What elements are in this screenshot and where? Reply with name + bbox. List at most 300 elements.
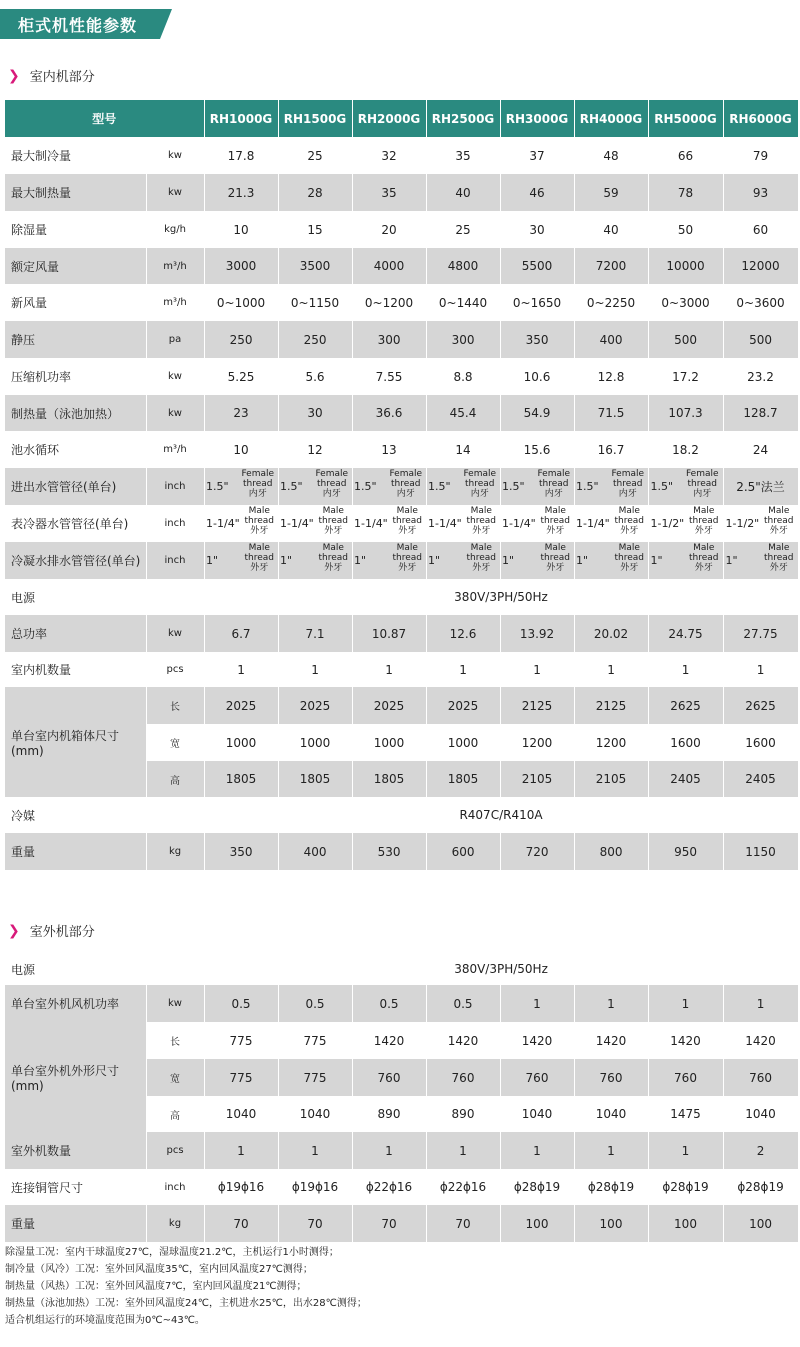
pipe-cell — [352, 542, 426, 579]
model-name: RH3000G — [500, 100, 574, 137]
row-unit: kg — [146, 833, 204, 870]
value-cell: 13 — [352, 431, 426, 468]
model-name: RH1500G — [278, 100, 352, 137]
pipe-spec — [206, 542, 276, 576]
row-label: 电源 — [5, 953, 146, 985]
value-cell: 30 — [278, 395, 352, 431]
pipe-spec — [651, 468, 721, 502]
outdoor-weight-row — [5, 1205, 798, 1242]
value-cell: 2025 — [278, 687, 352, 724]
value-cell: 760 — [426, 1059, 500, 1096]
row-unit — [146, 579, 204, 615]
value-cell: 1000 — [204, 724, 278, 761]
value-cell: ϕ22ϕ16 — [426, 1169, 500, 1205]
row-unit: m³/h — [146, 248, 204, 284]
value-cell: 14 — [426, 431, 500, 468]
value-cell: 2125 — [500, 687, 574, 724]
pipe-cell — [352, 505, 426, 542]
dims-label-unit: (mm) — [11, 1078, 44, 1093]
copper-pipe-row — [5, 1169, 798, 1205]
value-cell: 2025 — [352, 687, 426, 724]
value-cell: 760 — [723, 1059, 798, 1096]
pipe-cell — [723, 542, 798, 579]
thread-line: Male — [768, 506, 790, 516]
thread-line: 外牙 — [694, 563, 713, 573]
pipe-size: 1" — [650, 554, 663, 567]
row-label: 新风量 — [5, 284, 146, 321]
thread-line: 外牙 — [324, 563, 343, 573]
dim-name: 宽 — [146, 724, 204, 761]
value-cell: 35 — [426, 137, 500, 174]
value-cell: 23.2 — [723, 358, 798, 395]
value-cell: 25 — [278, 137, 352, 174]
thread-line: 内牙 — [618, 489, 637, 499]
spec-row — [5, 431, 798, 468]
value-cell: 0.5 — [352, 985, 426, 1022]
pipe-spec — [726, 505, 796, 539]
pipe-size: 1-1/2" — [725, 517, 760, 530]
value-cell: 0~1650 — [500, 284, 574, 321]
value-cell: 1040 — [204, 1096, 278, 1132]
pipe-cell — [278, 468, 352, 505]
row-label: 进出水管管径(单台) — [5, 468, 146, 505]
thread-line: Male — [396, 543, 418, 553]
thread-type — [686, 469, 719, 499]
thread-type — [615, 506, 645, 536]
value-cell: 1805 — [426, 761, 500, 797]
chevron-right-icon: ❯ — [8, 922, 20, 939]
row-unit: inch — [146, 505, 204, 542]
value-cell: 35 — [352, 174, 426, 211]
thread-line: 外牙 — [769, 563, 788, 573]
thread-type — [393, 543, 423, 573]
dims-label-unit: (mm) — [11, 743, 44, 758]
footnotes — [5, 1244, 367, 1329]
value-cell: 48 — [574, 137, 648, 174]
pipe-size: 1" — [354, 554, 367, 567]
value-cell: 1000 — [426, 724, 500, 761]
dim-name: 高 — [146, 1096, 204, 1132]
row-label: 除湿量 — [5, 211, 146, 248]
pipe-cell — [204, 542, 278, 579]
thread-line: Male — [544, 506, 566, 516]
thread-type — [319, 543, 349, 573]
value-cell: 46 — [500, 174, 574, 211]
pipe-spec — [428, 505, 498, 539]
value-cell: 775 — [278, 1059, 352, 1096]
value-cell: 2 — [723, 1132, 798, 1169]
row-unit: inch — [146, 542, 204, 579]
spec-row — [5, 137, 798, 174]
row-unit: inch — [146, 468, 204, 505]
value-cell: 79 — [723, 137, 798, 174]
thread-line: Male — [396, 506, 418, 516]
value-cell: 12.6 — [426, 615, 500, 652]
dims-label — [5, 687, 146, 797]
model-name: RH1000G — [204, 100, 278, 137]
model-name: RH6000G — [723, 100, 798, 137]
value-cell: 1 — [648, 985, 723, 1022]
value-cell: 0~3000 — [648, 284, 723, 321]
value-cell: 40 — [574, 211, 648, 248]
thread-line: thread — [316, 479, 347, 489]
pipe-size: 1-1/4" — [428, 517, 462, 530]
thread-line: Female — [241, 469, 275, 479]
row-label: 重量 — [5, 1205, 146, 1242]
thread-line: Male — [693, 543, 715, 553]
indoor-spec-table — [5, 100, 799, 870]
note-line: 制热量（泳池加热）工况：室外回风温度24℃，主机进水25℃，出水28℃测得； — [5, 1298, 367, 1309]
thread-line: Male — [693, 506, 715, 516]
value-cell: 1 — [426, 1132, 500, 1169]
value-cell: 950 — [648, 833, 723, 870]
thread-line: thread — [244, 516, 275, 526]
row-label: 制热量（泳池加热） — [5, 395, 146, 431]
dims-label — [5, 1022, 146, 1132]
value-cell: 1 — [204, 652, 278, 687]
value-cell: 23 — [204, 395, 278, 431]
thread-line: Male — [768, 543, 790, 553]
value-cell: 2405 — [648, 761, 723, 797]
value-cell: 600 — [426, 833, 500, 870]
value-cell: 1600 — [723, 724, 798, 761]
thread-line: 外牙 — [398, 526, 417, 536]
thread-type — [689, 543, 719, 573]
value-cell: 1420 — [574, 1022, 648, 1059]
value-cell: 7.55 — [352, 358, 426, 395]
value-cell: 6.7 — [204, 615, 278, 652]
spec-row — [5, 248, 798, 284]
thread-line: 内牙 — [396, 489, 415, 499]
value-cell: 3000 — [204, 248, 278, 284]
value-cell: 12000 — [723, 248, 798, 284]
pipe-size: 1.5" — [428, 480, 451, 493]
value-cell: 1000 — [278, 724, 352, 761]
value-cell: 1805 — [352, 761, 426, 797]
thread-type — [319, 506, 349, 536]
pipe-cell — [648, 542, 723, 579]
value-cell: 0~1150 — [278, 284, 352, 321]
pipe-size: 1.5" — [354, 480, 377, 493]
value-cell: 1 — [723, 652, 798, 687]
thread-line: 内牙 — [470, 489, 489, 499]
thread-type — [541, 543, 571, 573]
value-cell: 1 — [574, 985, 648, 1022]
value-cell: 5.6 — [278, 358, 352, 395]
pipe-cell — [426, 542, 500, 579]
pipe-size: 1" — [280, 554, 293, 567]
row-label: 静压 — [5, 321, 146, 358]
value-cell: 0.5 — [426, 985, 500, 1022]
value-cell: 400 — [574, 321, 648, 358]
value-cell: 32 — [352, 137, 426, 174]
thread-line: thread — [318, 516, 349, 526]
pipe-spec — [502, 505, 572, 539]
thread-line: 外牙 — [324, 526, 343, 536]
pipe-size: 1-1/4" — [280, 517, 314, 530]
thread-line: thread — [689, 516, 719, 526]
value-cell: 1040 — [723, 1096, 798, 1132]
value-cell: 300 — [426, 321, 500, 358]
pipe-spec — [651, 542, 721, 576]
pipe-cell — [204, 468, 278, 505]
pipe-size: 1.5" — [206, 480, 229, 493]
value-cell: 890 — [352, 1096, 426, 1132]
value-cell: 10.6 — [500, 358, 574, 395]
thread-line: thread — [540, 516, 571, 526]
row-label: 室内机数量 — [5, 652, 146, 687]
dims-label-line: 单台室内机箱体尺寸 — [11, 728, 120, 743]
thread-line: Female — [315, 469, 349, 479]
value-cell: 59 — [574, 174, 648, 211]
value-cell: 70 — [426, 1205, 500, 1242]
title-banner — [0, 9, 172, 39]
value-cell: 760 — [574, 1059, 648, 1096]
pipe-cell — [278, 542, 352, 579]
thread-type — [393, 506, 423, 536]
value-cell: 1420 — [352, 1022, 426, 1059]
value-cell: 1805 — [204, 761, 278, 797]
pipe-cell — [574, 542, 648, 579]
row-unit: m³/h — [146, 431, 204, 468]
value-cell: ϕ19ϕ16 — [204, 1169, 278, 1205]
pipe-size: 1" — [502, 554, 515, 567]
value-cell: 93 — [723, 174, 798, 211]
row-label: 最大制冷量 — [5, 137, 146, 174]
thread-line: Female — [537, 469, 571, 479]
value-cell: 45.4 — [426, 395, 500, 431]
thread-line: 外牙 — [398, 563, 417, 573]
value-cell: 66 — [648, 137, 723, 174]
pipe-size: 1-1/4" — [354, 517, 388, 530]
value-cell: 12.8 — [574, 358, 648, 395]
thread-line: Male — [470, 506, 492, 516]
value-cell: ϕ28ϕ19 — [723, 1169, 798, 1205]
value-cell: 17.8 — [204, 137, 278, 174]
value-cell: 10 — [204, 431, 278, 468]
pipe-cell — [500, 542, 574, 579]
row-unit: pcs — [146, 652, 204, 687]
thread-line: thread — [540, 553, 571, 563]
value-cell: 27.75 — [723, 615, 798, 652]
row-label: 压缩机功率 — [5, 358, 146, 395]
value-cell: 500 — [648, 321, 723, 358]
value-cell: 775 — [204, 1059, 278, 1096]
pipe-size: 1.5" — [502, 480, 525, 493]
pipe-size: 1-1/4" — [206, 517, 240, 530]
value-cell: 2105 — [500, 761, 574, 797]
value-cell: 2105 — [574, 761, 648, 797]
row-unit: m³/h — [146, 284, 204, 321]
value-cell: 0~3600 — [723, 284, 798, 321]
value-cell: 7200 — [574, 248, 648, 284]
value-cell: 100 — [723, 1205, 798, 1242]
value-cell: 2405 — [723, 761, 798, 797]
thread-line: 内牙 — [693, 489, 712, 499]
pipe-spec — [280, 468, 350, 502]
row-unit: kg — [146, 1205, 204, 1242]
value-cell: 2025 — [204, 687, 278, 724]
value-cell: 300 — [352, 321, 426, 358]
value-cell: 70 — [204, 1205, 278, 1242]
model-header: 型号 — [5, 100, 204, 137]
row-label: 连接铜管尺寸 — [5, 1169, 146, 1205]
value-cell: 4000 — [352, 248, 426, 284]
value-cell: 890 — [426, 1096, 500, 1132]
merged-value: R407C/R410A — [204, 797, 798, 833]
value-cell: 107.3 — [648, 395, 723, 431]
row-label: 电源 — [5, 579, 146, 615]
value-cell: 10 — [204, 211, 278, 248]
row-label: 池水循环 — [5, 431, 146, 468]
thread-line: 外牙 — [620, 563, 639, 573]
pipe-cell — [574, 468, 648, 505]
thread-line: thread — [764, 516, 794, 526]
value-cell: 7.1 — [278, 615, 352, 652]
thread-line: thread — [612, 479, 643, 489]
value-cell: 1805 — [278, 761, 352, 797]
value-cell: 1000 — [352, 724, 426, 761]
thread-type — [245, 543, 275, 573]
pipe-size: 1.5" — [650, 480, 674, 493]
thread-line: 外牙 — [769, 526, 788, 536]
value-cell: 12 — [278, 431, 352, 468]
value-cell: 16.7 — [574, 431, 648, 468]
value-cell: 100 — [574, 1205, 648, 1242]
thread-line: thread — [614, 553, 645, 563]
thread-line: Male — [618, 543, 640, 553]
value-cell: 13.92 — [500, 615, 574, 652]
value-cell: 10.87 — [352, 615, 426, 652]
pipe-spec — [726, 542, 796, 576]
thread-line: 外牙 — [620, 526, 639, 536]
row-unit: pcs — [146, 1132, 204, 1169]
thread-line: 外牙 — [472, 563, 491, 573]
thread-line: thread — [614, 516, 645, 526]
value-cell: 1 — [204, 1132, 278, 1169]
pipe-size: 1" — [576, 554, 589, 567]
value-cell: 2125 — [574, 687, 648, 724]
pipe-cell — [574, 505, 648, 542]
value-cell: 8.8 — [426, 358, 500, 395]
value-cell: 4800 — [426, 248, 500, 284]
thread-type — [315, 469, 348, 499]
value-cell: 1 — [500, 652, 574, 687]
value-cell: 1 — [278, 652, 352, 687]
pipe-cell — [352, 468, 426, 505]
value-cell: 3500 — [278, 248, 352, 284]
row-unit: kw — [146, 615, 204, 652]
outdoor-section-heading — [8, 921, 95, 940]
note-line: 适合机组运行的环境温度范围为0℃~43℃。 — [5, 1315, 205, 1326]
pipe-size: 1-1/4" — [576, 517, 610, 530]
dim-name: 长 — [146, 687, 204, 724]
thread-line: Male — [248, 506, 270, 516]
value-cell: 10000 — [648, 248, 723, 284]
value-cell: 1420 — [426, 1022, 500, 1059]
outdoor-power-row — [5, 953, 798, 985]
total-power-row — [5, 615, 798, 652]
pipe-cell — [648, 505, 723, 542]
value-cell: 775 — [278, 1022, 352, 1059]
thread-type — [467, 543, 497, 573]
row-label: 室外机数量 — [5, 1132, 146, 1169]
dim-name: 宽 — [146, 1059, 204, 1096]
pipe-spec — [576, 542, 646, 576]
value-cell: 25 — [426, 211, 500, 248]
pipe-cell — [648, 468, 723, 505]
value-cell: 0.5 — [278, 985, 352, 1022]
row-label: 冷凝水排水管管径(单台) — [5, 542, 146, 579]
value-cell: 1200 — [500, 724, 574, 761]
thread-line: thread — [466, 553, 497, 563]
value-cell: 1040 — [278, 1096, 352, 1132]
pipe-size: 1-1/2" — [650, 517, 685, 530]
value-cell: 350 — [204, 833, 278, 870]
inlet-pipe-row — [5, 468, 798, 505]
thread-type — [689, 506, 719, 536]
value-cell: 1 — [648, 1132, 723, 1169]
outdoor-section-title: 室外机部分 — [29, 925, 95, 940]
value-cell: 1 — [426, 652, 500, 687]
thread-line: thread — [466, 516, 497, 526]
outdoor-count-row — [5, 1132, 798, 1169]
thread-type — [241, 469, 274, 499]
pipe-spec — [576, 468, 646, 502]
row-unit: kw — [146, 358, 204, 395]
thread-line: 外牙 — [546, 526, 565, 536]
value-cell: 1420 — [648, 1022, 723, 1059]
thread-line: 外牙 — [546, 563, 565, 573]
thread-line: Male — [544, 543, 566, 553]
pipe-spec — [502, 542, 572, 576]
thread-type — [389, 469, 422, 499]
value-cell: 70 — [352, 1205, 426, 1242]
thread-line: 内牙 — [544, 489, 563, 499]
indoor-section-heading — [8, 66, 95, 85]
thread-line: Female — [389, 469, 423, 479]
pipe-cell — [500, 468, 574, 505]
page-title: 柜式机性能参数 — [18, 16, 138, 35]
pipe-spec — [354, 505, 424, 539]
pipe-spec — [206, 505, 276, 539]
thread-line: thread — [689, 553, 719, 563]
note-line: 制冷量（风冷）工况：室外回风温度35℃，室内回风温度27℃测得； — [5, 1264, 313, 1275]
pipe-spec — [280, 505, 350, 539]
pipe-spec — [576, 505, 646, 539]
thread-line: 内牙 — [248, 489, 267, 499]
thread-type — [463, 469, 496, 499]
pipe-spec — [502, 468, 572, 502]
value-cell: 1 — [352, 652, 426, 687]
value-cell: 2025 — [426, 687, 500, 724]
value-cell: 1 — [278, 1132, 352, 1169]
pipe-cell — [500, 505, 574, 542]
value-cell: ϕ19ϕ16 — [278, 1169, 352, 1205]
thread-line: Female — [611, 469, 645, 479]
row-unit: kw — [146, 395, 204, 431]
pipe-size: 1" — [206, 554, 219, 567]
value-cell: ϕ28ϕ19 — [648, 1169, 723, 1205]
row-unit: kw — [146, 174, 204, 211]
dims-label-line: 单台室外机外形尺寸 — [11, 1063, 120, 1078]
merged-value: 380V/3PH/50Hz — [204, 579, 798, 615]
thread-line: thread — [244, 553, 275, 563]
thread-line: Female — [685, 469, 719, 479]
row-label: 冷媒 — [5, 797, 146, 833]
indoor-dims-row-0 — [5, 687, 798, 724]
spec-row — [5, 211, 798, 248]
